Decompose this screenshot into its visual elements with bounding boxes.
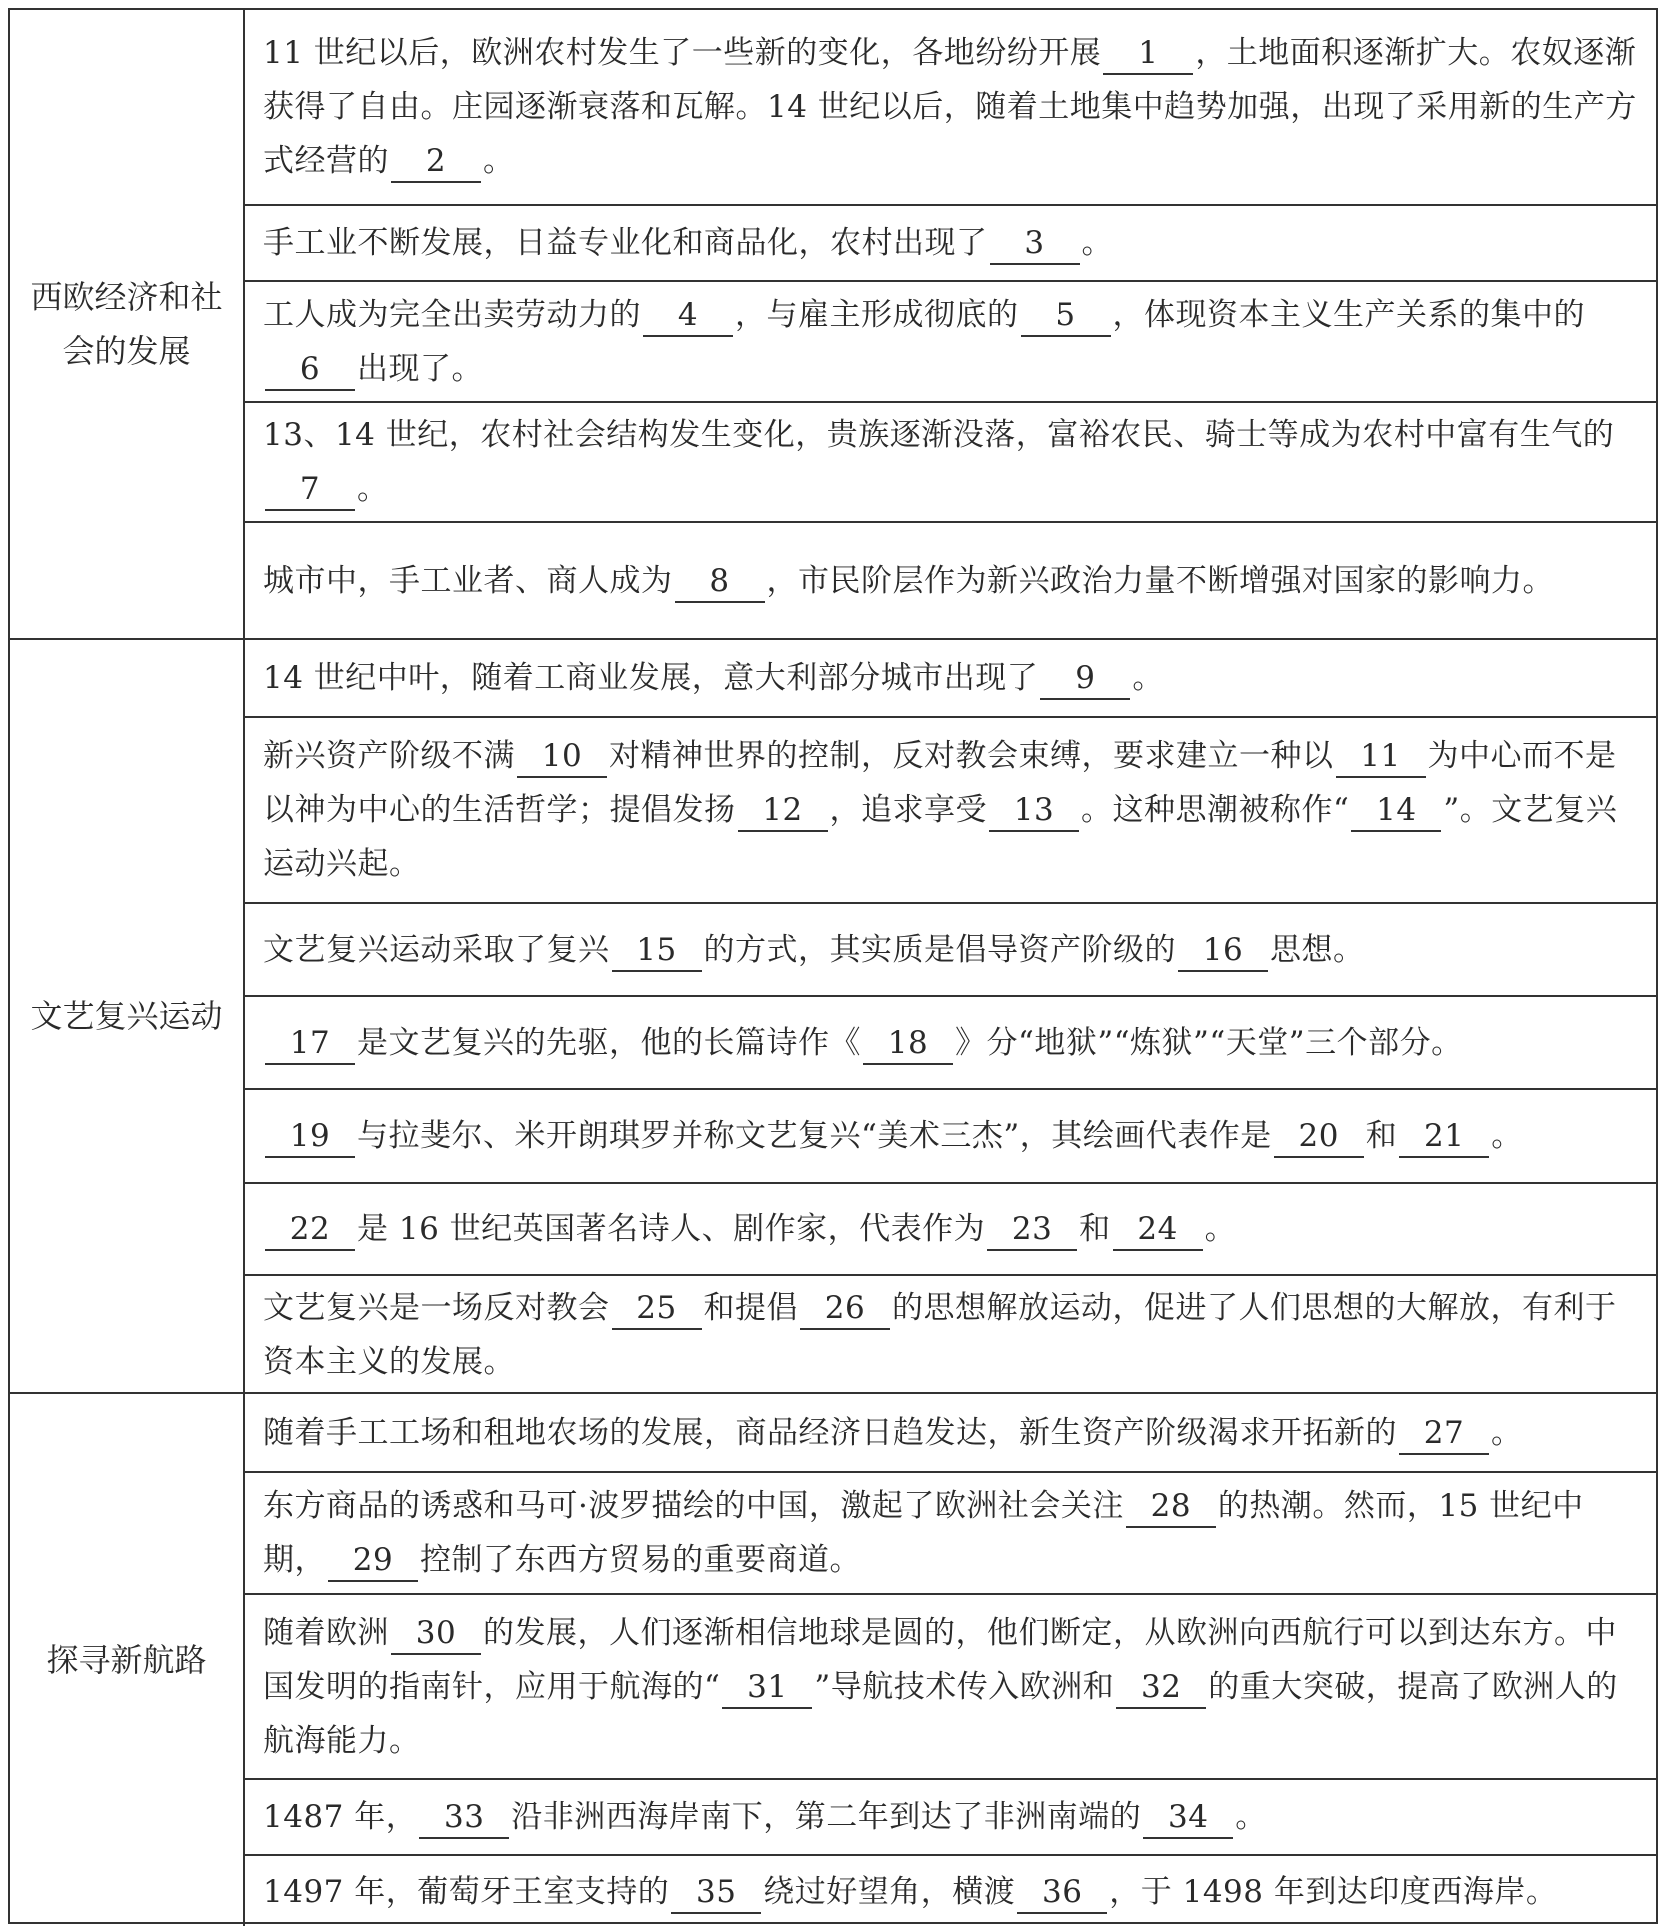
blank-6: 6 [265, 349, 355, 391]
blank-22: 22 [265, 1209, 355, 1251]
blank-9: 9 [1040, 658, 1130, 700]
text-segment: 对精神世界的控制，反对教会束缚，要求建立一种以 [609, 738, 1334, 774]
table-row [245, 1471, 1656, 1593]
table-row [245, 902, 1656, 995]
text-segment: 。 [1081, 225, 1113, 261]
text-segment: 手工业不断发展，日益专业化和商品化，农村出现了 [263, 225, 988, 261]
blank-7: 7 [265, 469, 355, 511]
row-text [263, 216, 1113, 270]
table-row [245, 401, 1656, 521]
blank-25: 25 [612, 1288, 702, 1330]
table-row [245, 10, 1656, 204]
text-segment: ”。文艺复兴运动兴起。 [263, 792, 1618, 882]
blank-26: 26 [800, 1288, 890, 1330]
text-segment: 与拉斐尔、米开朗琪罗并称文艺复兴“美术三杰”，其绘画代表作是 [357, 1118, 1272, 1154]
text-segment: 是 16 世纪英国著名诗人、剧作家，代表作为 [357, 1211, 986, 1247]
text-segment: 绕过好望角，横渡 [763, 1874, 1016, 1910]
row-text [263, 554, 1554, 608]
blank-30: 30 [391, 1613, 481, 1655]
text-segment: 。 [1491, 1414, 1523, 1451]
text-segment: 是文艺复兴的先驱，他的长篇诗作《 [357, 1024, 861, 1061]
blank-28: 28 [1126, 1486, 1216, 1528]
text-segment: 沿非洲西海岸南下，第二年到达了非洲南端的 [511, 1799, 1142, 1835]
blank-35: 35 [671, 1872, 761, 1914]
row-text [263, 1865, 1557, 1919]
text-segment: 出现了。 [357, 350, 483, 387]
text-segment: 文艺复兴是一场反对教会 [263, 1290, 610, 1326]
text-segment: 工人成为完全出卖劳动力的 [263, 296, 641, 333]
blank-23: 23 [987, 1209, 1077, 1251]
blank-27: 27 [1399, 1413, 1489, 1455]
text-segment: 。 [1132, 660, 1164, 696]
section-rows [245, 10, 1656, 638]
blank-19: 19 [265, 1116, 355, 1158]
blank-32: 32 [1116, 1667, 1206, 1709]
section-rows [245, 640, 1656, 1392]
row-text [263, 1479, 1644, 1587]
text-segment: ，土地面积逐渐扩大。农奴逐渐获得了自由。庄园逐渐衰落和瓦解。14 世纪以后，随着土地集中趋势加强，出现了采用新的生产方式经营的 [263, 35, 1637, 179]
text-segment: ，于 1498 年到达印度西海岸。 [1109, 1874, 1558, 1910]
text-segment: 。这种思潮被称作“ [1081, 792, 1350, 828]
table-row [245, 640, 1656, 716]
section-title: 文艺复兴运动 [10, 640, 245, 1392]
table-row [245, 1088, 1656, 1182]
blank-18: 18 [863, 1023, 953, 1065]
row-text [263, 1109, 1523, 1163]
text-segment: 。 [1235, 1799, 1267, 1835]
table-row [245, 521, 1656, 638]
blank-1: 1 [1103, 33, 1193, 75]
blank-20: 20 [1274, 1116, 1364, 1158]
table-row [245, 1394, 1656, 1471]
text-segment: 的热潮。然而，15 世纪中期， [263, 1488, 1584, 1578]
section-new-routes [10, 1392, 1656, 1926]
blank-2: 2 [391, 141, 481, 183]
table-row [245, 995, 1656, 1088]
text-segment: 。 [483, 143, 515, 179]
table-row [245, 280, 1656, 401]
blank-21: 21 [1399, 1116, 1489, 1158]
table-row [245, 716, 1656, 902]
text-segment: 1497 年，葡萄牙王室支持的 [263, 1874, 670, 1910]
text-segment: ，追求享受 [829, 792, 987, 828]
text-segment: ，市民阶层作为新兴政治力量不断增强对国家的影响力。 [766, 562, 1554, 599]
table-row [245, 1854, 1656, 1928]
blank-29: 29 [328, 1540, 418, 1582]
section-title: 探寻新航路 [10, 1394, 245, 1926]
text-segment: 随着手工工场和租地农场的发展，商品经济日趋发达，新生资产阶级渴求开拓新的 [263, 1414, 1397, 1451]
row-text [263, 923, 1365, 977]
text-segment: 思想。 [1270, 931, 1365, 968]
row-text [263, 288, 1644, 396]
text-segment: 的重大突破，提高了欧洲人的航海能力。 [263, 1668, 1618, 1759]
table-row [245, 1778, 1656, 1854]
row-text [263, 1790, 1267, 1844]
blank-33: 33 [419, 1797, 509, 1839]
blank-31: 31 [722, 1667, 812, 1709]
blank-24: 24 [1113, 1209, 1203, 1251]
text-segment: 控制了东西方贸易的重要商道。 [420, 1542, 861, 1578]
text-segment: 的发展，人们逐渐相信地球是圆的，他们断定，从欧洲向西航行可以到达东方。中国发明的指南针，应用于航海的“ [263, 1614, 1617, 1705]
table-row [245, 1593, 1656, 1778]
text-segment: 1487 年， [263, 1799, 418, 1835]
section-title: 西欧经济和社会的发展 [10, 10, 245, 638]
table-row [245, 204, 1656, 280]
section-rows [245, 1394, 1656, 1926]
row-text [263, 651, 1164, 705]
text-segment: 和 [1365, 1118, 1398, 1154]
row-text [263, 1281, 1644, 1389]
review-table [8, 8, 1658, 1924]
text-segment: 东方商品的诱惑和马可·波罗描绘的中国，激起了欧洲社会关注 [263, 1488, 1124, 1524]
text-segment: 13、14 世纪，农村社会结构发生变化，贵族逐渐没落，富裕农民、骑士等成为农村中富有生气的 [263, 417, 1615, 453]
section-renaissance [10, 638, 1656, 1392]
blank-10: 10 [517, 736, 607, 778]
blank-14: 14 [1351, 790, 1441, 832]
blank-17: 17 [265, 1023, 355, 1065]
blank-34: 34 [1143, 1797, 1233, 1839]
row-text [263, 26, 1644, 188]
text-segment: 为中心而不是以神为中心的生活哲学；提倡发扬 [263, 738, 1617, 828]
text-segment: ”导航技术传入欧洲和 [814, 1668, 1115, 1705]
text-segment: 和提倡 [703, 1290, 798, 1326]
row-text [263, 1606, 1644, 1768]
blank-4: 4 [643, 295, 733, 337]
table-row [245, 1182, 1656, 1274]
text-segment: 。 [357, 471, 389, 507]
text-segment: 14 世纪中叶，随着工商业发展，意大利部分城市出现了 [263, 660, 1039, 696]
text-segment: 新兴资产阶级不满 [263, 738, 515, 774]
text-segment: 。 [1491, 1118, 1523, 1154]
blank-8: 8 [675, 561, 765, 603]
text-segment: 的思想解放运动，促进了人们思想的大解放，有利于资本主义的发展。 [263, 1290, 1617, 1380]
blank-16: 16 [1178, 930, 1268, 972]
text-segment: 》分“地狱”“炼狱”“天堂”三个部分。 [955, 1024, 1463, 1061]
blank-5: 5 [1021, 295, 1111, 337]
text-segment: 和 [1079, 1211, 1111, 1247]
row-text [263, 1202, 1236, 1256]
blank-12: 12 [738, 790, 828, 832]
blank-13: 13 [989, 790, 1079, 832]
row-text [263, 729, 1644, 891]
text-segment: ，与雇主形成彻底的 [735, 296, 1019, 333]
row-text [263, 1016, 1463, 1070]
text-segment: 随着欧洲 [263, 1614, 389, 1651]
text-segment: ，体现资本主义生产关系的集中的 [1112, 296, 1585, 333]
blank-15: 15 [612, 930, 702, 972]
text-segment: 的方式，其实质是倡导资产阶级的 [703, 931, 1176, 968]
section-west-europe [10, 10, 1656, 638]
text-segment: 城市中，手工业者、商人成为 [263, 562, 673, 599]
table-row [245, 1274, 1656, 1394]
blank-36: 36 [1017, 1872, 1107, 1914]
text-segment: 11 世纪以后，欧洲农村发生了一些新的变化，各地纷纷开展 [263, 35, 1102, 71]
row-text [263, 1406, 1523, 1460]
blank-11: 11 [1336, 736, 1426, 778]
text-segment: 文艺复兴运动采取了复兴 [263, 931, 610, 968]
blank-3: 3 [990, 223, 1080, 265]
row-text [263, 408, 1644, 516]
text-segment: 。 [1204, 1211, 1237, 1247]
